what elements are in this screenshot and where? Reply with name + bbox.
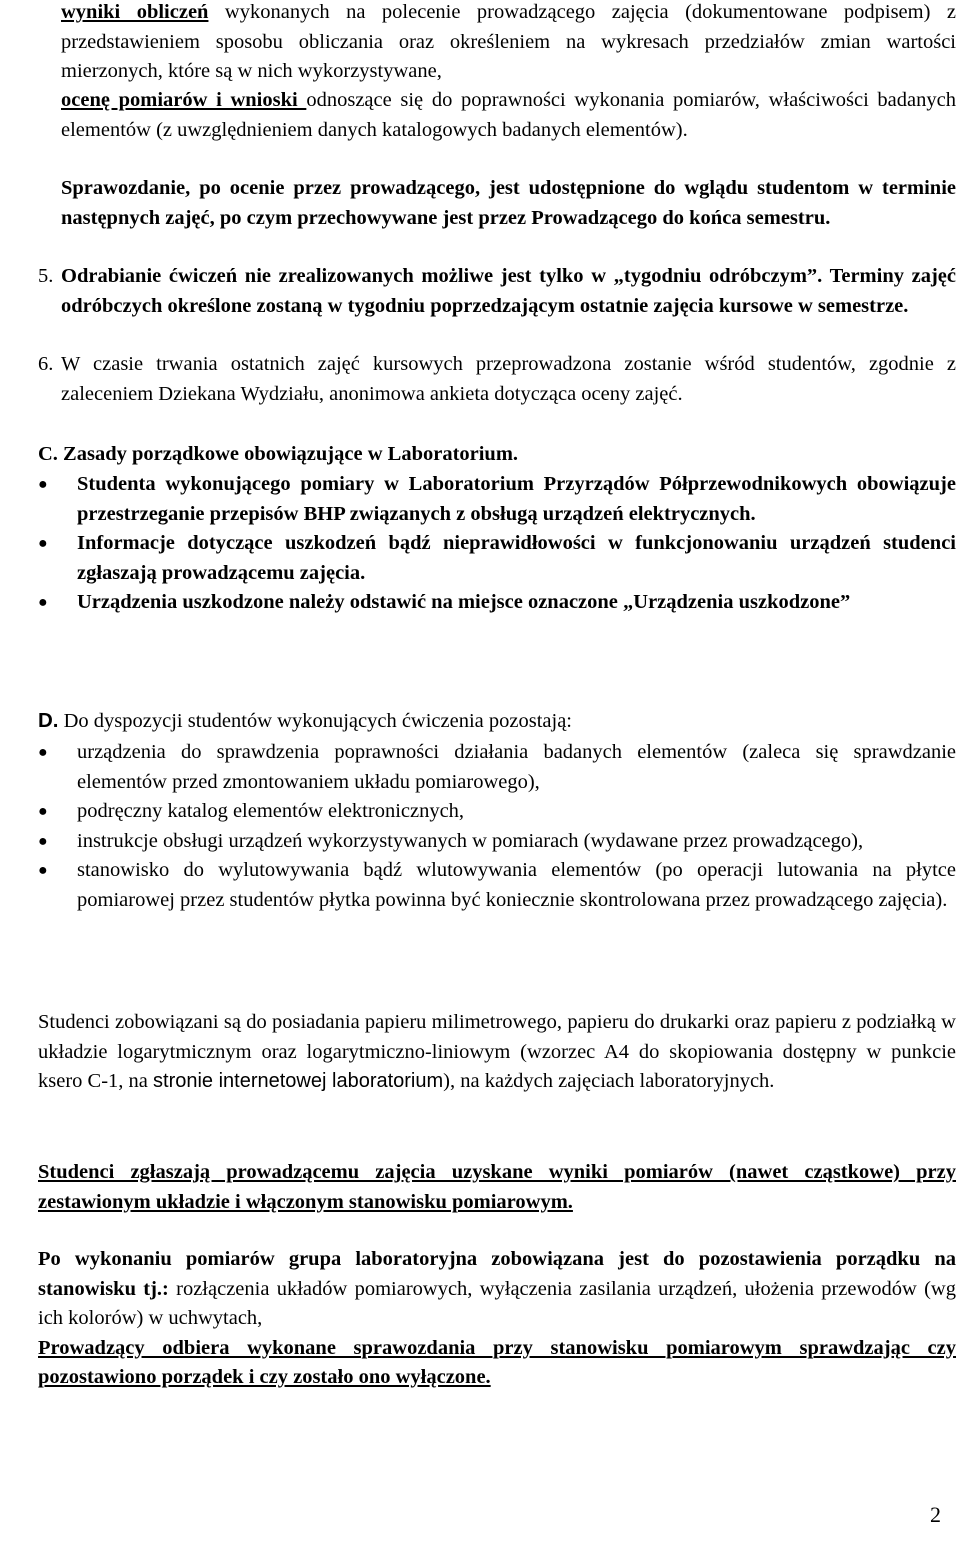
report-access-text: Sprawozdanie, po ocenie przez prowadzącego, jest udostępnione do wglądu studentom w terminie następnych zajęć, po czym przechowywane jest przez Prowadzącego do końca semestru. bbox=[61, 177, 956, 229]
page-number: 2 bbox=[930, 1502, 941, 1527]
report-text: Studenci zgłaszają prowadzącemu zajęcia uzyskane wyniki pomiarów (nawet cząstkowe) przy zestawionym układzie i włączonym stanowisku pomiarowym. bbox=[38, 1161, 956, 1213]
section-c-heading: C. Zasady porządkowe obowiązujące w Laboratorium. bbox=[38, 443, 519, 465]
item-5-text: Odrabianie ćwiczeń nie zrealizowanych możliwe jest tylko w „tygodniu odróbczym”. Terminy zajęć odróbczych określone zostaną w tygodniu poprzedzającym ostatnie zajęcia kursowe w semestrze. bbox=[61, 265, 956, 317]
bullet-icon: ● bbox=[38, 744, 48, 761]
section-c bbox=[38, 440, 956, 470]
closing-underline: Prowadzący odbiera wykonane sprawozdania przy stanowisku pomiarowym sprawdzając czy pozostawiono porządek i czy zostało ono wyłączone. bbox=[38, 1336, 956, 1388]
section-c-list bbox=[0, 470, 956, 618]
bullet-icon: ● bbox=[38, 862, 48, 879]
list-item: ● instrukcje obsługi urządzeń wykorzystywanych w pomiarach (wydawane przez prowadzącego), bbox=[0, 827, 956, 857]
report-paragraph bbox=[38, 1158, 956, 1217]
closing-bold: Po wykonaniu pomiarów grupa laboratoryjna zobowiązana jest do pozostawienia porządku na stanowisku tj.: bbox=[38, 1248, 956, 1300]
item-6 bbox=[38, 350, 956, 409]
bullet-icon: ● bbox=[38, 832, 48, 850]
closing-paragraph bbox=[38, 1245, 956, 1393]
results-text: wykonanych na polecenie prowadzącego zajęcia (dokumentowane podpisem) z przedstawieniem sposobu obliczania oraz określeniem na wykresach przedziałów zmian wartości mierzonych, które są w nich wykorzystywane, bbox=[61, 1, 956, 82]
section-d-letter: D. bbox=[38, 709, 59, 732]
list-item: ● podręczny katalog elementów elektronicznych, bbox=[0, 797, 956, 827]
section-d bbox=[38, 706, 956, 737]
bullet-icon: ● bbox=[38, 535, 48, 552]
bullet-icon: ● bbox=[38, 476, 48, 493]
assessment-text: odnoszące się do poprawności wykonania pomiarów, właściwości badanych elementów (z uwzględnieniem danych katalogowych badanych elementów). bbox=[61, 89, 956, 141]
list-item: ● Studenta wykonującego pomiary w Laboratorium Przyrządów Półprzewodnikowych obowiązuje przestrzeganie przepisów BHP związanych z obsługą urządzeń elektrycznych. bbox=[0, 470, 956, 529]
item-6-number: 6. bbox=[38, 353, 54, 375]
assessment-lead: ocenę pomiarów i wnioski bbox=[61, 89, 307, 111]
bullet-icon: ● bbox=[38, 803, 48, 820]
results-lead: wyniki obliczeń bbox=[61, 1, 209, 23]
bullet-icon: ● bbox=[38, 594, 48, 611]
paper-text-a: Studenci zobowiązani są do posiadania papieru milimetrowego, papieru do drukarki oraz papieru z podziałką w układzie logarytmicznym oraz logarytmiczno-liniowym (wzorzec A4 do skopiowania dostępny w punkcie ksero C-1, na bbox=[38, 1011, 956, 1092]
closing-normal: rozłączenia układów pomiarowych, wyłączenia zasilania urządzeń, ułożenia przewodów (wg ich kolorów) w uchwytach, bbox=[38, 1277, 956, 1329]
results-paragraph bbox=[61, 0, 956, 87]
item-5 bbox=[38, 262, 956, 321]
list-item: ● Urządzenia uszkodzone należy odstawić na miejsce oznaczone „Urządzenia uszkodzone” bbox=[0, 588, 956, 618]
list-item: ● stanowisko do wylutowywania bądź wlutowywania elementów (po operacji lutowania na płytce pomiarowej przez studentów płytka powinna być koniecznie skontrolowana przez prowadzącego zajęcia). bbox=[0, 856, 956, 915]
report-access-paragraph bbox=[61, 174, 956, 233]
item-5-number: 5. bbox=[38, 265, 54, 287]
website-link[interactable]: stronie internetowej laboratorium bbox=[153, 1070, 444, 1092]
paper-text-c: ), na każdych zajęciach laboratoryjnych. bbox=[443, 1070, 775, 1092]
section-d-intro: Do dyspozycji studentów wykonujących ćwiczenia pozostają: bbox=[58, 710, 572, 732]
section-d-list bbox=[0, 738, 956, 915]
item-6-text: W czasie trwania ostatnich zajęć kursowych przeprowadzona zostanie wśród studentów, zgodnie z zaleceniem Dziekana Wydziału, anonimowa ankieta dotycząca oceny zajęć. bbox=[61, 353, 956, 405]
list-item: ● Informacje dotyczące uszkodzeń bądź nieprawidłowości w funkcjonowaniu urządzeń studenci zgłaszają prowadzącemu zajęcia. bbox=[0, 529, 956, 588]
list-item: ● urządzenia do sprawdzenia poprawności działania badanych elementów (zaleca się sprawdzanie elementów przed zmontowaniem układu pomiarowego), bbox=[0, 738, 956, 797]
assessment-paragraph bbox=[61, 86, 956, 145]
paper-paragraph bbox=[38, 1008, 956, 1097]
